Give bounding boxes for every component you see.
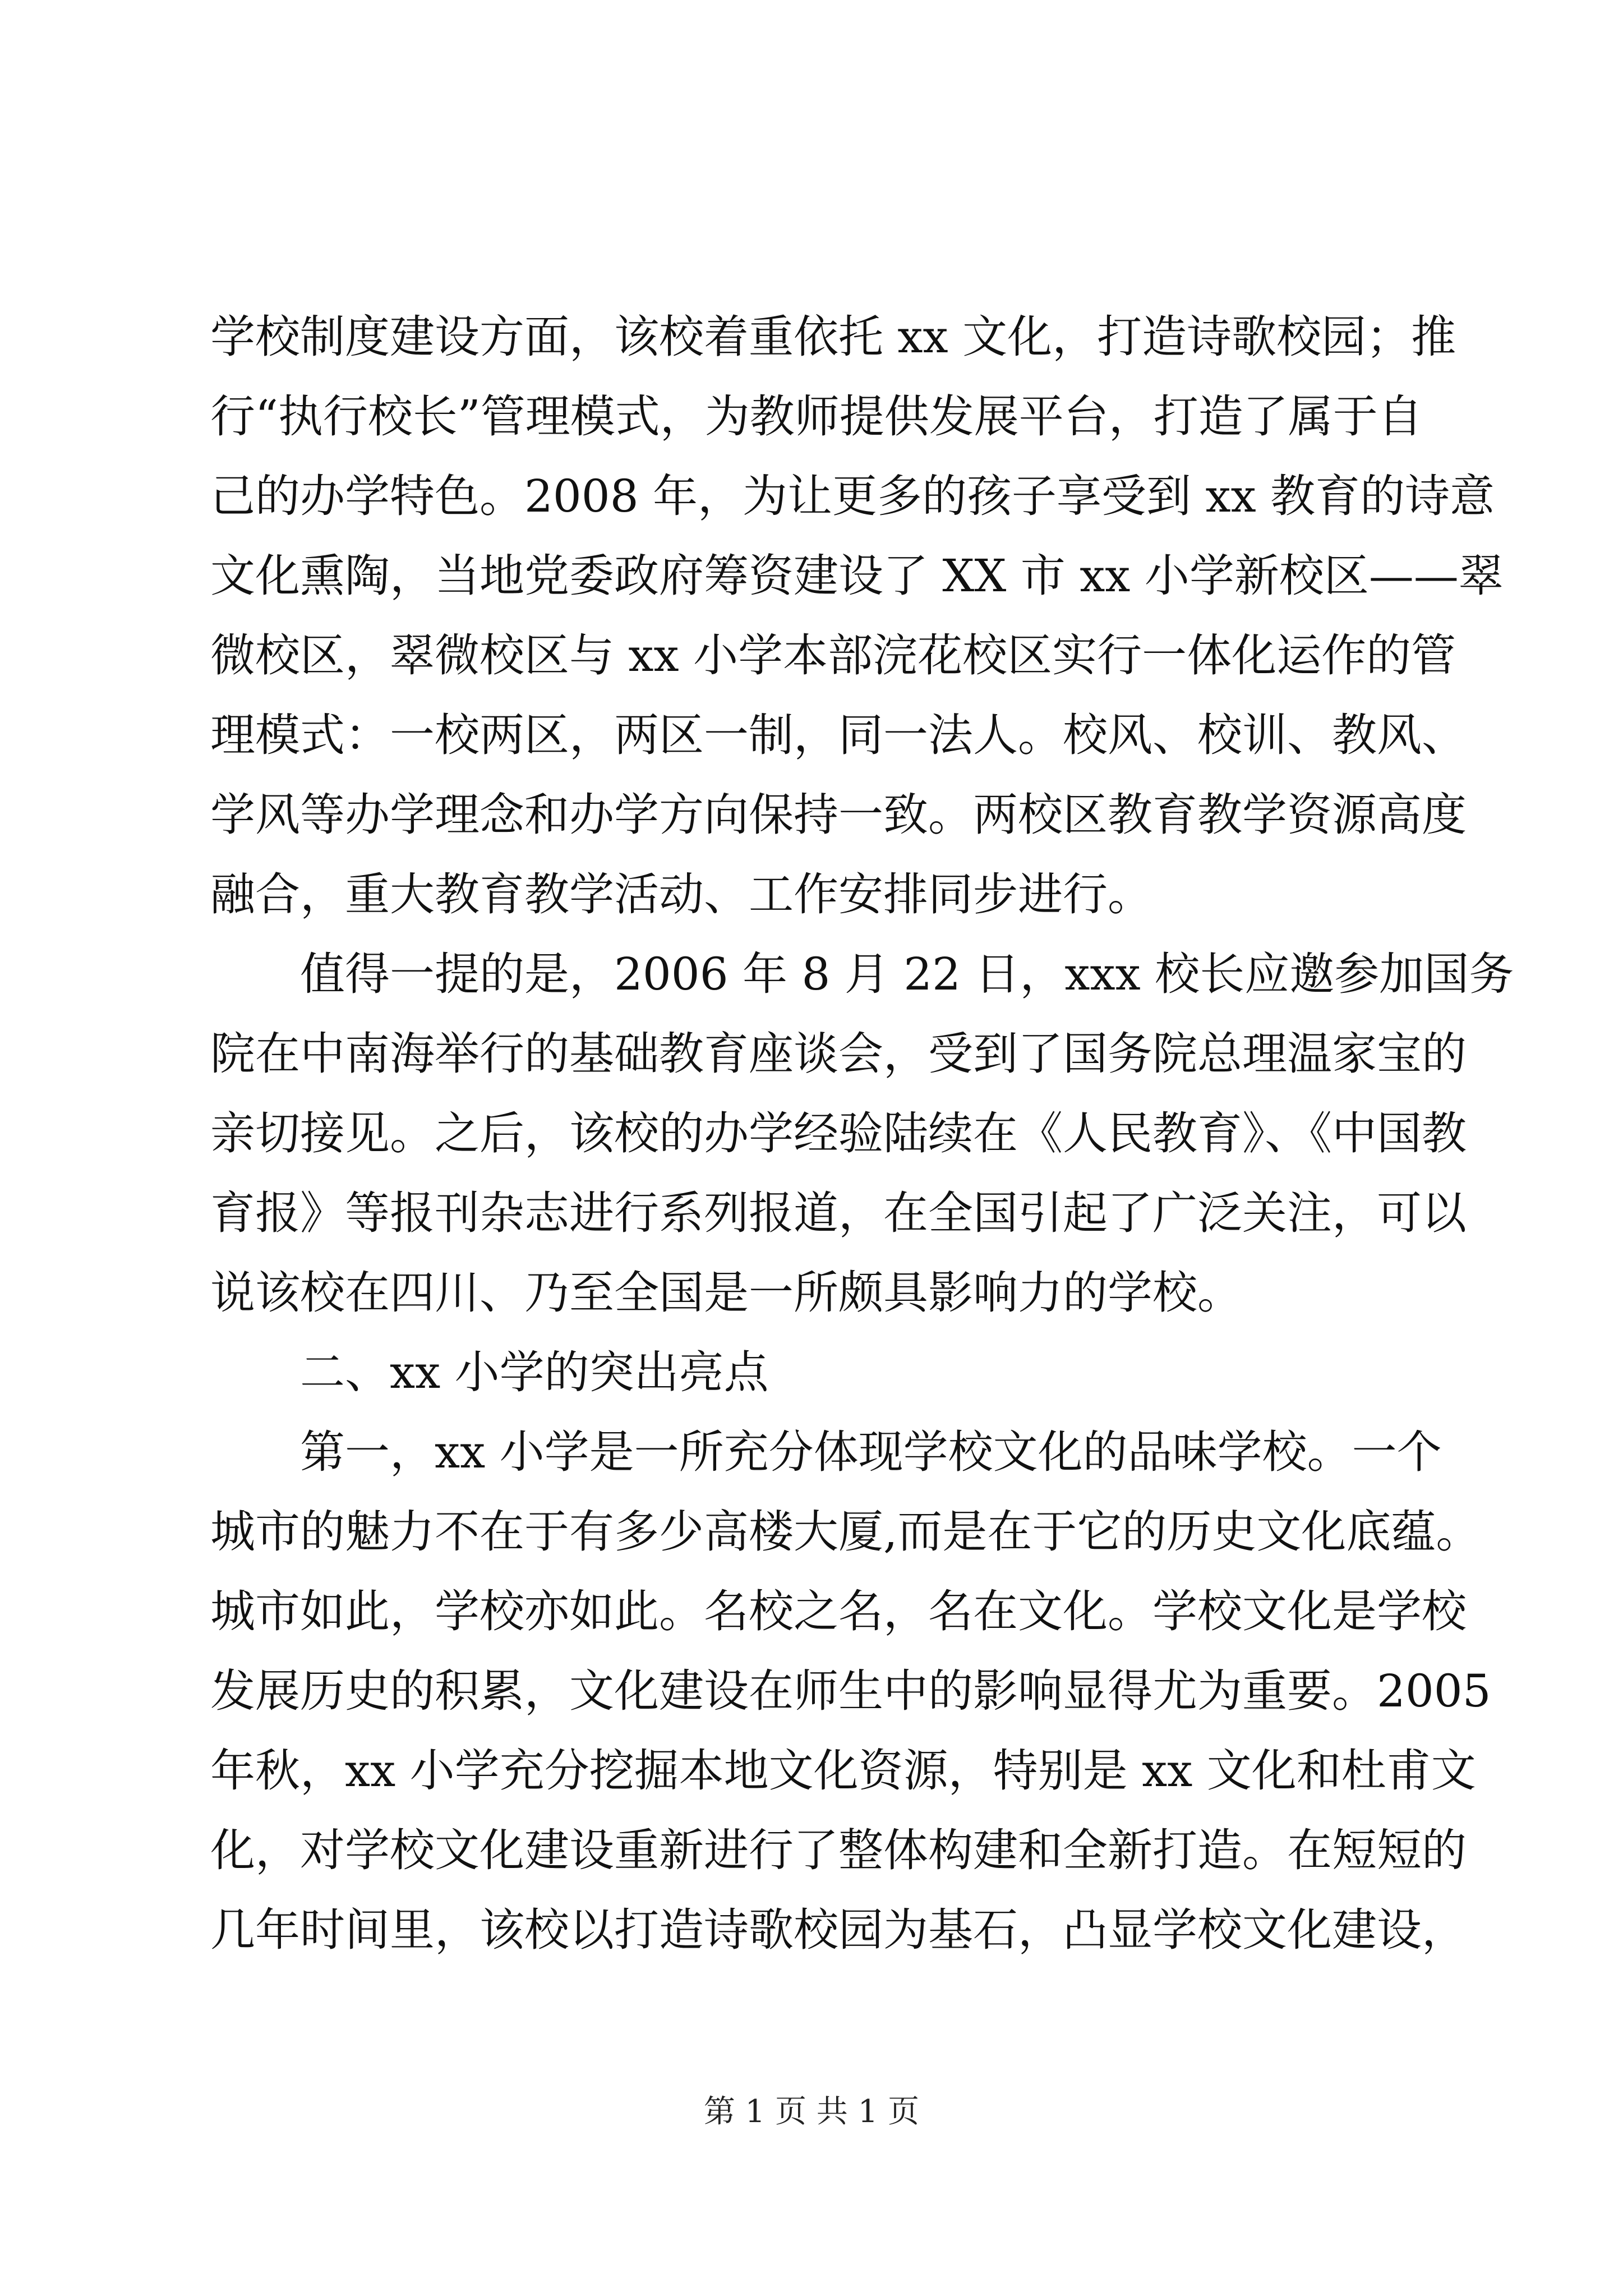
text-line: 值得一提的是，2006 年 8 月 22 日，xxx 校长应邀参加国务 [300, 948, 1514, 1000]
text-line: 化，对学校文化建设重新进行了整体构建和全新打造。在短短的 [210, 1824, 1467, 1876]
page-footer: 第 1 页 共 1 页 [703, 2093, 920, 2130]
text-line: 育报》等报刊杂志进行系列报道，在全国引起了广泛关注，可以 [210, 1187, 1467, 1239]
text-line: 城市如此，学校亦如此。名校之名，名在文化。学校文化是学校 [210, 1585, 1467, 1637]
text-line: 几年时间里，该校以打造诗歌校园为基石，凸显学校文化建设， [210, 1904, 1467, 1956]
text-line: 融合，重大教育教学活动、工作安排同步进行。 [210, 868, 1152, 921]
text-line: 发展历史的积累，文化建设在师生中的影响显得尤为重要。2005 [210, 1665, 1491, 1717]
section-heading: 二、xx 小学的突出亮点 [300, 1346, 769, 1398]
text-line: 第一，xx 小学是一所充分体现学校文化的品味学校。一个 [300, 1426, 1442, 1478]
text-line: 说该校在四川、乃至全国是一所颇具影响力的学校。 [210, 1267, 1242, 1319]
text-line: 城市的魅力不在于有多少高楼大厦,而是在于它的历史文化底蕴。 [210, 1506, 1481, 1558]
text-line: 院在中南海举行的基础教育座谈会，受到了国务院总理温家宝的 [210, 1028, 1467, 1080]
text-line: 理模式：一校两区，两区一制，同一法人。校风、校训、教风、 [210, 709, 1467, 761]
text-line: 文化熏陶，当地党委政府筹资建设了 XX 市 xx 小学新校区——翠 [210, 550, 1504, 602]
text-line: 学风等办学理念和办学方向保持一致。两校区教育教学资源高度 [210, 789, 1467, 841]
text-line: 学校制度建设方面，该校着重依托 xx 文化，打造诗歌校园；推 [210, 311, 1456, 363]
text-line: 行“执行校长”管理模式，为教师提供发展平台，打造了属于自 [210, 390, 1423, 443]
text-line: 年秋，xx 小学充分挖掘本地文化资源，特别是 xx 文化和杜甫文 [210, 1745, 1476, 1797]
document-body [210, 297, 1514, 1970]
text-line: 己的办学特色。2008 年，为让更多的孩子享受到 xx 教育的诗意 [210, 470, 1495, 522]
text-line: 亲切接见。之后，该校的办学经验陆续在《人民教育》、《中国教 [210, 1107, 1467, 1159]
text-line: 微校区，翠微校区与 xx 小学本部浣花校区实行一体化运作的管 [210, 629, 1456, 682]
